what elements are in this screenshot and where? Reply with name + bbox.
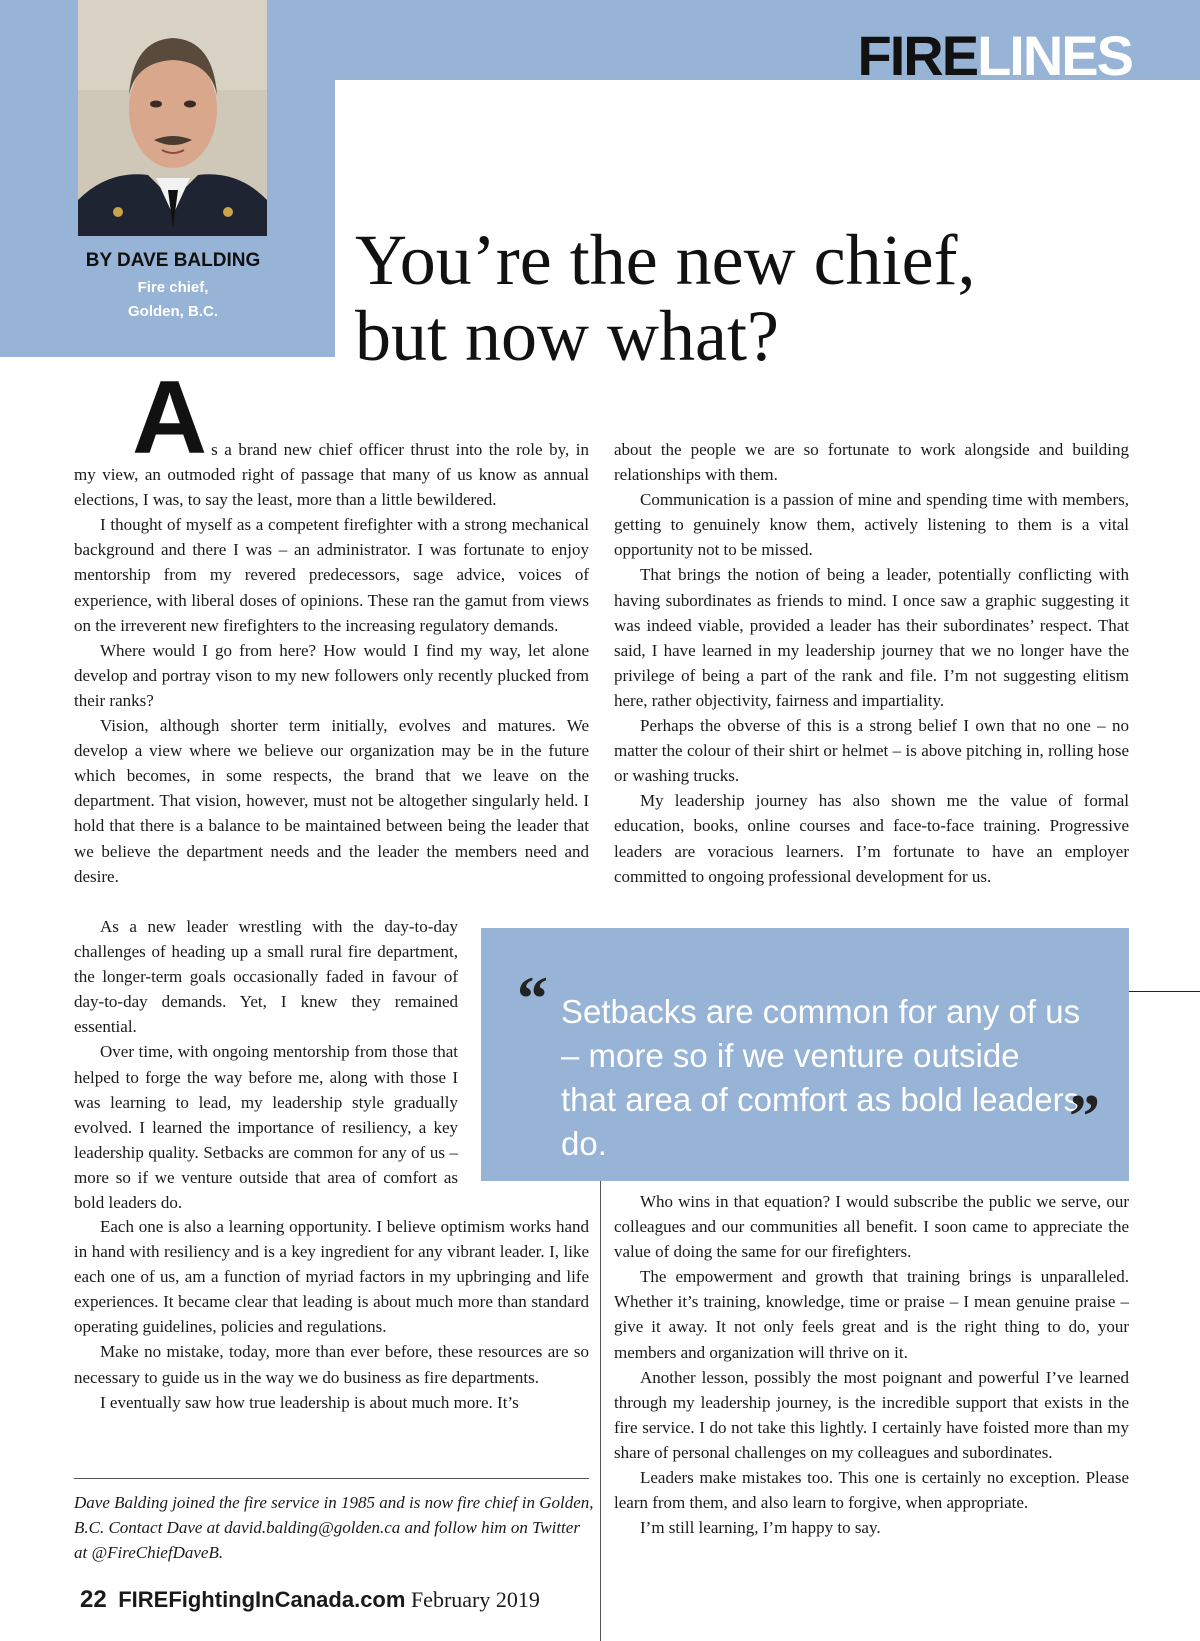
drop-cap: A <box>132 360 208 476</box>
pull-quote-text: Setbacks are common for any of us – more so if we venture outside that area of comfort as bold leaders do. <box>561 993 1081 1162</box>
paragraph: Make no mistake, today, more than ever before, these resources are so necessary to guide us in the way we do business as fire departments. <box>74 1342 589 1387</box>
paragraph: Another lesson, possibly the most poignant and powerful I’ve learned through my leadership journey, is the incredible support that exists in the fire service. I do not take this lightly. I certainly have foisted more than my share of personal challenges on my colleagues and subordinates. <box>614 1367 1129 1462</box>
paragraph: The empowerment and growth that training brings is unparalleled. Whether it’s training, knowledge, time or praise – I mean genuine praise – give it away. It not only feels great and is the right thing to do, your members and organization will thrive on it. <box>614 1267 1129 1362</box>
paragraph: Over time, with ongoing mentorship from those that helped to forge the way before me, along with those I was learning to lead, my leadership style gradually evolved. I learned the importance of resiliency, a key leadership quality. Setbacks are common for any of us – more so if we venture outside that area of comfort as bold leaders do. <box>74 1042 458 1213</box>
paragraph: I eventually saw how true leadership is about much more. It’s <box>100 1392 519 1412</box>
byline <box>78 250 268 324</box>
pull-quote-rule <box>1129 991 1200 992</box>
paragraph: As a new leader wrestling with the day-to-day challenges of heading up a small rural fire department, the longer-term goals occasionally faded in favour of day-to-day demands. Yet, I knew they remained essential. <box>74 917 458 1037</box>
paragraph: That brings the notion of being a leader, potentially conflicting with having subordinates as friends to mind. I once saw a graphic suggesting it was indeed viable, provided a leader has their subordinates’ respect. That said, I have learned in my leadership journey that we no longer have the privilege of being a part of the rank and file. I’m not suggesting elitism here, rather objectivity, fairness and impartiality. <box>614 565 1129 710</box>
author-name: BY DAVE BALDING <box>85 250 261 271</box>
article-title <box>355 222 1175 374</box>
article-column-narrow <box>74 914 458 1215</box>
column-divider <box>600 1181 601 1641</box>
title-line2: but now what? <box>355 296 779 376</box>
article-column-right <box>614 437 1129 889</box>
site-name: FIREFightingInCanada.com <box>118 1587 406 1612</box>
issue-date: February 2019 <box>410 1587 540 1612</box>
article-column-left-bottom <box>74 1214 589 1415</box>
paragraph: Each one is also a learning opportunity. I believe optimism works hand in hand with resiliency and is a key ingredient for any vibrant leader. I, like each one of us, am a function of myriad factors in my upbringing and life experiences. It became clear that leading is about much more than standard operating guidelines, policies and regulations. <box>74 1217 589 1337</box>
pull-quote <box>481 928 1129 1181</box>
author-bio: Dave Balding joined the fire service in 1985 and is now fire chief in Golden, B.C. Contact Dave at david.balding@golden.ca and follow him on Twitter at @FireChiefDaveB. <box>74 1493 594 1562</box>
author-role-line1: Fire chief, <box>137 279 209 296</box>
bio-divider <box>74 1478 589 1479</box>
author-role-line2: Golden, B.C. <box>128 303 218 320</box>
open-quote-mark: “ <box>517 965 548 1033</box>
page-footer <box>80 1586 540 1614</box>
title-line1: You’re the new chief, <box>355 220 976 300</box>
article-column-right-bottom <box>614 1189 1129 1540</box>
paragraph: Leaders make mistakes too. This one is certainly no exception. Please learn from them, and also learn to forgive, when appropriate. <box>614 1468 1129 1513</box>
section-title-part2: LINES <box>977 24 1132 87</box>
paragraph: s a brand new chief officer thrust into the role by, in my view, an outmoded right of passage that many of us know as annual elections, I was, to say the least, more than a little bewildered. <box>74 440 589 510</box>
paragraph: My leadership journey has also shown me the value of formal education, books, online courses and face-to-face training. Progressive leaders are voracious learners. I’m fortunate to have an employer committed to ongoing professional development for us. <box>614 791 1129 886</box>
section-title-part1: FIRE <box>857 24 978 87</box>
paragraph: Perhaps the obverse of this is a strong belief I own that no one – no matter the colour of their shirt or helmet – is above pitching in, rolling hose or washing trucks. <box>614 716 1129 786</box>
paragraph: about the people we are so fortunate to work alongside and building relationships with them. <box>614 440 1129 485</box>
article-column-left <box>74 360 589 889</box>
section-title <box>857 24 1132 87</box>
paragraph: Communication is a passion of mine and spending time with members, getting to genuinely know them, actively listening to them is a vital opportunity not to be missed. <box>614 490 1129 560</box>
paragraph: Who wins in that equation? I would subscribe the public we serve, our colleagues and our communities all benefit. I soon came to appreciate the value of doing the same for our firefighters. <box>614 1192 1129 1262</box>
close-quote-mark: ” <box>1069 1083 1100 1151</box>
paragraph: I thought of myself as a competent firefighter with a strong mechanical background and there I was – an administrator. I was fortunate to enjoy mentorship from my revered predecessors, sage advice, voices of experience, with liberal doses of opinions. These ran the gamut from views on the irreverent new firefighters to the increasing regulatory demands. <box>74 515 589 635</box>
paragraph: Vision, although shorter term initially, evolves and matures. We develop a view where we believe our organization may be in the future which becomes, in some respects, the brand that we leave on the department. That vision, however, must not be altogether singularly held. I hold that there is a balance to be maintained between being the leader that we believe the department needs and the leader the members need and desire. <box>74 716 589 886</box>
page-number: 22 <box>80 1586 107 1613</box>
author-photo <box>78 0 267 236</box>
paragraph: Where would I go from here? How would I find my way, let alone develop and portray vison to my new followers only recently plucked from their ranks? <box>74 640 589 710</box>
paragraph: I’m still learning, I’m happy to say. <box>640 1518 881 1538</box>
